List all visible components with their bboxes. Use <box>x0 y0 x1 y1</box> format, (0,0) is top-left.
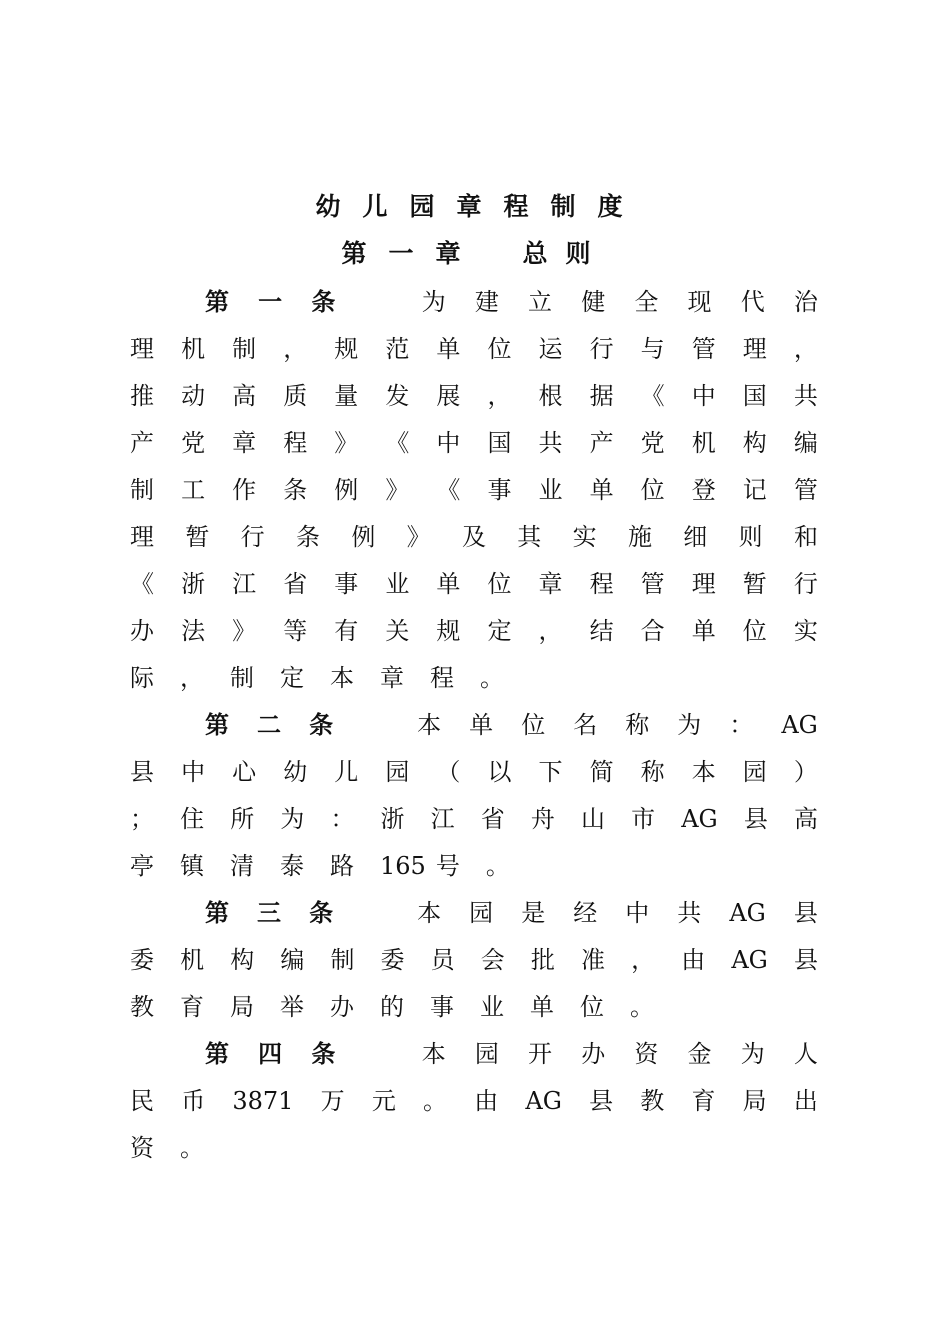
text-token: ， <box>283 335 308 363</box>
text-token: ： <box>330 805 355 833</box>
text-token: 出 <box>793 1087 818 1115</box>
text-token: 育 <box>180 993 204 1021</box>
text-line <box>130 517 818 557</box>
text-token: 民 <box>130 1087 154 1115</box>
text-token: 机 <box>180 946 205 974</box>
text-token: 《 <box>436 476 461 504</box>
text-token: 下 <box>538 758 563 786</box>
text-token: 本 <box>421 1040 446 1068</box>
text-token: 。 <box>485 852 510 880</box>
text-token: 关 <box>385 617 410 645</box>
text-token: 。 <box>630 993 654 1021</box>
article-label-char: 条 <box>309 711 334 739</box>
text-token: 举 <box>280 993 304 1021</box>
text-line <box>130 987 818 1027</box>
text-token: 施 <box>627 523 652 551</box>
text-line <box>130 846 818 886</box>
text-token: 教 <box>130 993 154 1021</box>
text-token: 与 <box>640 335 665 363</box>
text-token: 万 <box>320 1087 345 1115</box>
text-token: 事 <box>487 476 512 504</box>
text-token: 江 <box>430 805 455 833</box>
text-token: 儿 <box>334 758 359 786</box>
text-token: 制 <box>232 335 257 363</box>
text-token: 县 <box>793 946 818 974</box>
text-line <box>130 1128 818 1168</box>
chapter-number: 第一章 <box>341 239 483 268</box>
text-token: 心 <box>232 758 257 786</box>
article-label-char: 二 <box>257 711 282 739</box>
article-label-char: 四 <box>258 1040 283 1068</box>
text-token: 质 <box>283 382 308 410</box>
text-token: 《 <box>385 429 410 457</box>
text-token: 位 <box>521 711 546 739</box>
text-token: 代 <box>740 288 765 316</box>
text-token: 资 <box>130 1134 154 1162</box>
text-token: 实 <box>793 617 818 645</box>
text-token: 高 <box>793 805 818 833</box>
text-token: 员 <box>430 946 455 974</box>
text-token: 市 <box>631 805 656 833</box>
text-token: 亭 <box>130 852 154 880</box>
text-line <box>130 611 818 651</box>
text-token: 住 <box>180 805 205 833</box>
text-line <box>130 658 818 698</box>
text-token: 园 <box>385 758 410 786</box>
text-token: 。 <box>480 664 504 692</box>
text-token: 暂 <box>742 570 767 598</box>
text-token: 建 <box>474 288 499 316</box>
text-line <box>130 940 818 980</box>
text-token: 作 <box>232 476 257 504</box>
text-line <box>205 893 818 933</box>
text-token: 健 <box>581 288 606 316</box>
text-token: 镇 <box>180 852 204 880</box>
text-token: 事 <box>430 993 454 1021</box>
text-token: 规 <box>334 335 359 363</box>
text-token: 等 <box>283 617 308 645</box>
text-token: 幼 <box>283 758 308 786</box>
text-token: 定 <box>280 664 304 692</box>
text-token: 有 <box>334 617 359 645</box>
text-token: ， <box>631 946 656 974</box>
text-token: 治 <box>793 288 818 316</box>
text-token: 本 <box>417 899 442 927</box>
text-token: 和 <box>793 523 818 551</box>
text-token: 其 <box>517 523 542 551</box>
text-token: 为 <box>740 1040 765 1068</box>
text-token: 条 <box>283 476 308 504</box>
text-token: ： <box>729 711 754 739</box>
text-token: 由 <box>474 1087 499 1115</box>
text-token: 机 <box>181 335 206 363</box>
text-token: 程 <box>589 570 614 598</box>
text-token: ， <box>793 335 818 363</box>
text-token: 批 <box>530 946 555 974</box>
text-token: 165 <box>380 852 426 880</box>
text-token: 高 <box>232 382 257 410</box>
text-token: 金 <box>687 1040 712 1068</box>
text-token: 园 <box>742 758 767 786</box>
article-label-char: 三 <box>257 899 282 927</box>
text-token: 江 <box>232 570 257 598</box>
text-token: 》 <box>232 617 257 645</box>
text-token: 准 <box>580 946 605 974</box>
text-token: 经 <box>573 899 598 927</box>
text-token: 单 <box>691 617 716 645</box>
text-token: 条 <box>295 523 320 551</box>
text-line <box>130 752 818 792</box>
text-token: 国 <box>742 382 767 410</box>
text-token: 构 <box>742 429 767 457</box>
text-token: 单 <box>469 711 494 739</box>
text-token: 位 <box>487 335 512 363</box>
article-label-char: 第 <box>205 288 229 316</box>
text-token: 路 <box>330 852 354 880</box>
text-line <box>130 1081 818 1121</box>
text-token: 产 <box>130 429 154 457</box>
text-token: 《 <box>130 570 154 598</box>
text-token: 清 <box>230 852 254 880</box>
text-token: 记 <box>742 476 767 504</box>
text-token: 位 <box>487 570 512 598</box>
text-token: ， <box>538 617 563 645</box>
text-token: 及 <box>461 523 486 551</box>
text-token: 制 <box>330 946 355 974</box>
text-token: ） <box>793 758 818 786</box>
text-token: 教 <box>640 1087 665 1115</box>
text-token: 单 <box>436 570 461 598</box>
text-token: 量 <box>334 382 359 410</box>
text-token: ； <box>130 805 154 833</box>
text-token: 资 <box>634 1040 659 1068</box>
text-token: 中 <box>625 899 650 927</box>
text-token: 3871 <box>232 1087 294 1115</box>
text-token: 管 <box>793 476 818 504</box>
text-token: 元 <box>371 1087 396 1115</box>
text-line <box>130 376 818 416</box>
text-token: 单 <box>436 335 461 363</box>
text-token: 山 <box>580 805 605 833</box>
article-label-char: 第 <box>205 1040 229 1068</box>
text-token: 规 <box>436 617 461 645</box>
text-token: ， <box>180 664 204 692</box>
text-token: 产 <box>589 429 614 457</box>
text-token: 章 <box>232 429 257 457</box>
text-token: AG <box>731 946 768 974</box>
text-token: 编 <box>280 946 305 974</box>
text-token: 本 <box>691 758 716 786</box>
text-token: 暂 <box>185 523 210 551</box>
text-token: 事 <box>334 570 359 598</box>
text-token: 例 <box>334 476 359 504</box>
text-token: 中 <box>181 758 206 786</box>
text-token: 为 <box>421 288 446 316</box>
text-token: 以 <box>487 758 512 786</box>
text-token: 党 <box>640 429 665 457</box>
text-token: 县 <box>743 805 768 833</box>
text-token: 称 <box>625 711 650 739</box>
text-token: 机 <box>691 429 716 457</box>
text-token: 办 <box>581 1040 606 1068</box>
chapter-heading <box>0 234 950 274</box>
text-token: 简 <box>589 758 614 786</box>
text-token: 位 <box>742 617 767 645</box>
text-token: 共 <box>677 899 702 927</box>
text-token: 发 <box>385 382 410 410</box>
text-line <box>130 799 818 839</box>
text-token: 委 <box>130 946 154 974</box>
text-token: 是 <box>521 899 546 927</box>
text-token: 开 <box>528 1040 553 1068</box>
text-line <box>205 705 818 745</box>
text-token: 范 <box>385 335 410 363</box>
text-token: 程 <box>283 429 308 457</box>
text-token: 》 <box>334 429 359 457</box>
text-token: 浙 <box>181 570 206 598</box>
text-token: 号 <box>435 852 460 880</box>
text-token: 共 <box>538 429 563 457</box>
text-line <box>130 564 818 604</box>
chapter-name: 总则 <box>522 239 609 268</box>
text-token: 中 <box>436 429 461 457</box>
text-token: 办 <box>130 617 154 645</box>
text-token: AG <box>781 711 818 739</box>
text-token: 理 <box>130 335 154 363</box>
text-token: 国 <box>487 429 512 457</box>
text-token: 工 <box>181 476 206 504</box>
text-token: 登 <box>691 476 716 504</box>
text-token: （ <box>436 758 461 786</box>
text-token: 现 <box>687 288 712 316</box>
text-token: 法 <box>181 617 206 645</box>
text-token: 局 <box>230 993 254 1021</box>
text-line <box>130 329 818 369</box>
text-token: 理 <box>691 570 716 598</box>
text-token: 币 <box>181 1087 206 1115</box>
text-token: 根 <box>538 382 563 410</box>
text-token: 运 <box>538 335 563 363</box>
text-line <box>130 423 818 463</box>
text-token: ， <box>487 382 512 410</box>
text-token: 程 <box>430 664 454 692</box>
text-token: 中 <box>691 382 716 410</box>
text-token: 委 <box>380 946 405 974</box>
text-token: 。 <box>180 1134 204 1162</box>
text-token: 为 <box>280 805 305 833</box>
text-token: 省 <box>480 805 505 833</box>
text-token: 制 <box>230 664 254 692</box>
text-token: 则 <box>738 523 763 551</box>
text-token: 章 <box>538 570 563 598</box>
text-token: AG <box>525 1087 562 1115</box>
text-token: 据 <box>589 382 614 410</box>
text-token: 》 <box>385 476 410 504</box>
text-token: 推 <box>130 382 154 410</box>
text-token: 制 <box>130 476 154 504</box>
text-token: 人 <box>793 1040 818 1068</box>
text-token: 园 <box>474 1040 499 1068</box>
text-token: 浙 <box>380 805 405 833</box>
text-token: 本 <box>330 664 354 692</box>
text-token: 全 <box>634 288 659 316</box>
text-token: 本 <box>417 711 442 739</box>
article-label-char: 第 <box>205 899 229 927</box>
text-token: 合 <box>640 617 665 645</box>
text-token: 的 <box>380 993 404 1021</box>
text-token: 业 <box>480 993 504 1021</box>
text-token: 业 <box>385 570 410 598</box>
article-label-char: 条 <box>309 899 334 927</box>
text-token: 理 <box>742 335 767 363</box>
text-token: AG <box>729 899 766 927</box>
text-token: 行 <box>793 570 818 598</box>
text-token: 理 <box>130 523 154 551</box>
text-token: 单 <box>589 476 614 504</box>
text-line <box>205 282 818 322</box>
text-line <box>205 1034 818 1074</box>
text-token: 管 <box>640 570 665 598</box>
text-token: 名 <box>573 711 598 739</box>
text-token: 例 <box>351 523 376 551</box>
article-label-char: 条 <box>311 288 336 316</box>
article-label-char: 第 <box>205 711 229 739</box>
text-token: 章 <box>380 664 404 692</box>
text-token: 立 <box>528 288 553 316</box>
text-token: 位 <box>580 993 604 1021</box>
text-token: 》 <box>406 523 431 551</box>
text-token: 行 <box>240 523 265 551</box>
text-token: 展 <box>436 382 461 410</box>
text-token: 位 <box>640 476 665 504</box>
text-token: 由 <box>681 946 706 974</box>
text-token: 县 <box>793 899 818 927</box>
text-token: 会 <box>480 946 505 974</box>
text-token: 所 <box>230 805 255 833</box>
text-token: 为 <box>677 711 702 739</box>
text-token: 党 <box>181 429 206 457</box>
text-token: 编 <box>793 429 818 457</box>
text-token: 园 <box>469 899 494 927</box>
text-token: AG <box>681 805 718 833</box>
text-token: 实 <box>572 523 597 551</box>
text-token: 省 <box>283 570 308 598</box>
text-token: 共 <box>793 382 818 410</box>
article-label-char: 一 <box>258 288 283 316</box>
text-token: 舟 <box>530 805 555 833</box>
text-token: 《 <box>640 382 665 410</box>
text-token: 行 <box>589 335 614 363</box>
text-token: 业 <box>538 476 563 504</box>
text-token: 构 <box>230 946 255 974</box>
text-token: 局 <box>742 1087 767 1115</box>
text-token: 单 <box>530 993 554 1021</box>
text-token: 办 <box>330 993 354 1021</box>
document-title: 幼儿园章程制度 <box>315 192 645 221</box>
text-token: 动 <box>181 382 206 410</box>
text-token: 管 <box>691 335 716 363</box>
text-token: 定 <box>487 617 512 645</box>
text-token: 泰 <box>280 852 304 880</box>
text-token: 县 <box>130 758 154 786</box>
article-label-char: 条 <box>311 1040 336 1068</box>
text-token: 称 <box>640 758 665 786</box>
text-token: 细 <box>683 523 708 551</box>
text-token: 。 <box>423 1087 448 1115</box>
text-line <box>130 470 818 510</box>
text-token: 结 <box>589 617 614 645</box>
text-token: 际 <box>130 664 154 692</box>
text-token: 县 <box>589 1087 614 1115</box>
text-token: 育 <box>691 1087 716 1115</box>
